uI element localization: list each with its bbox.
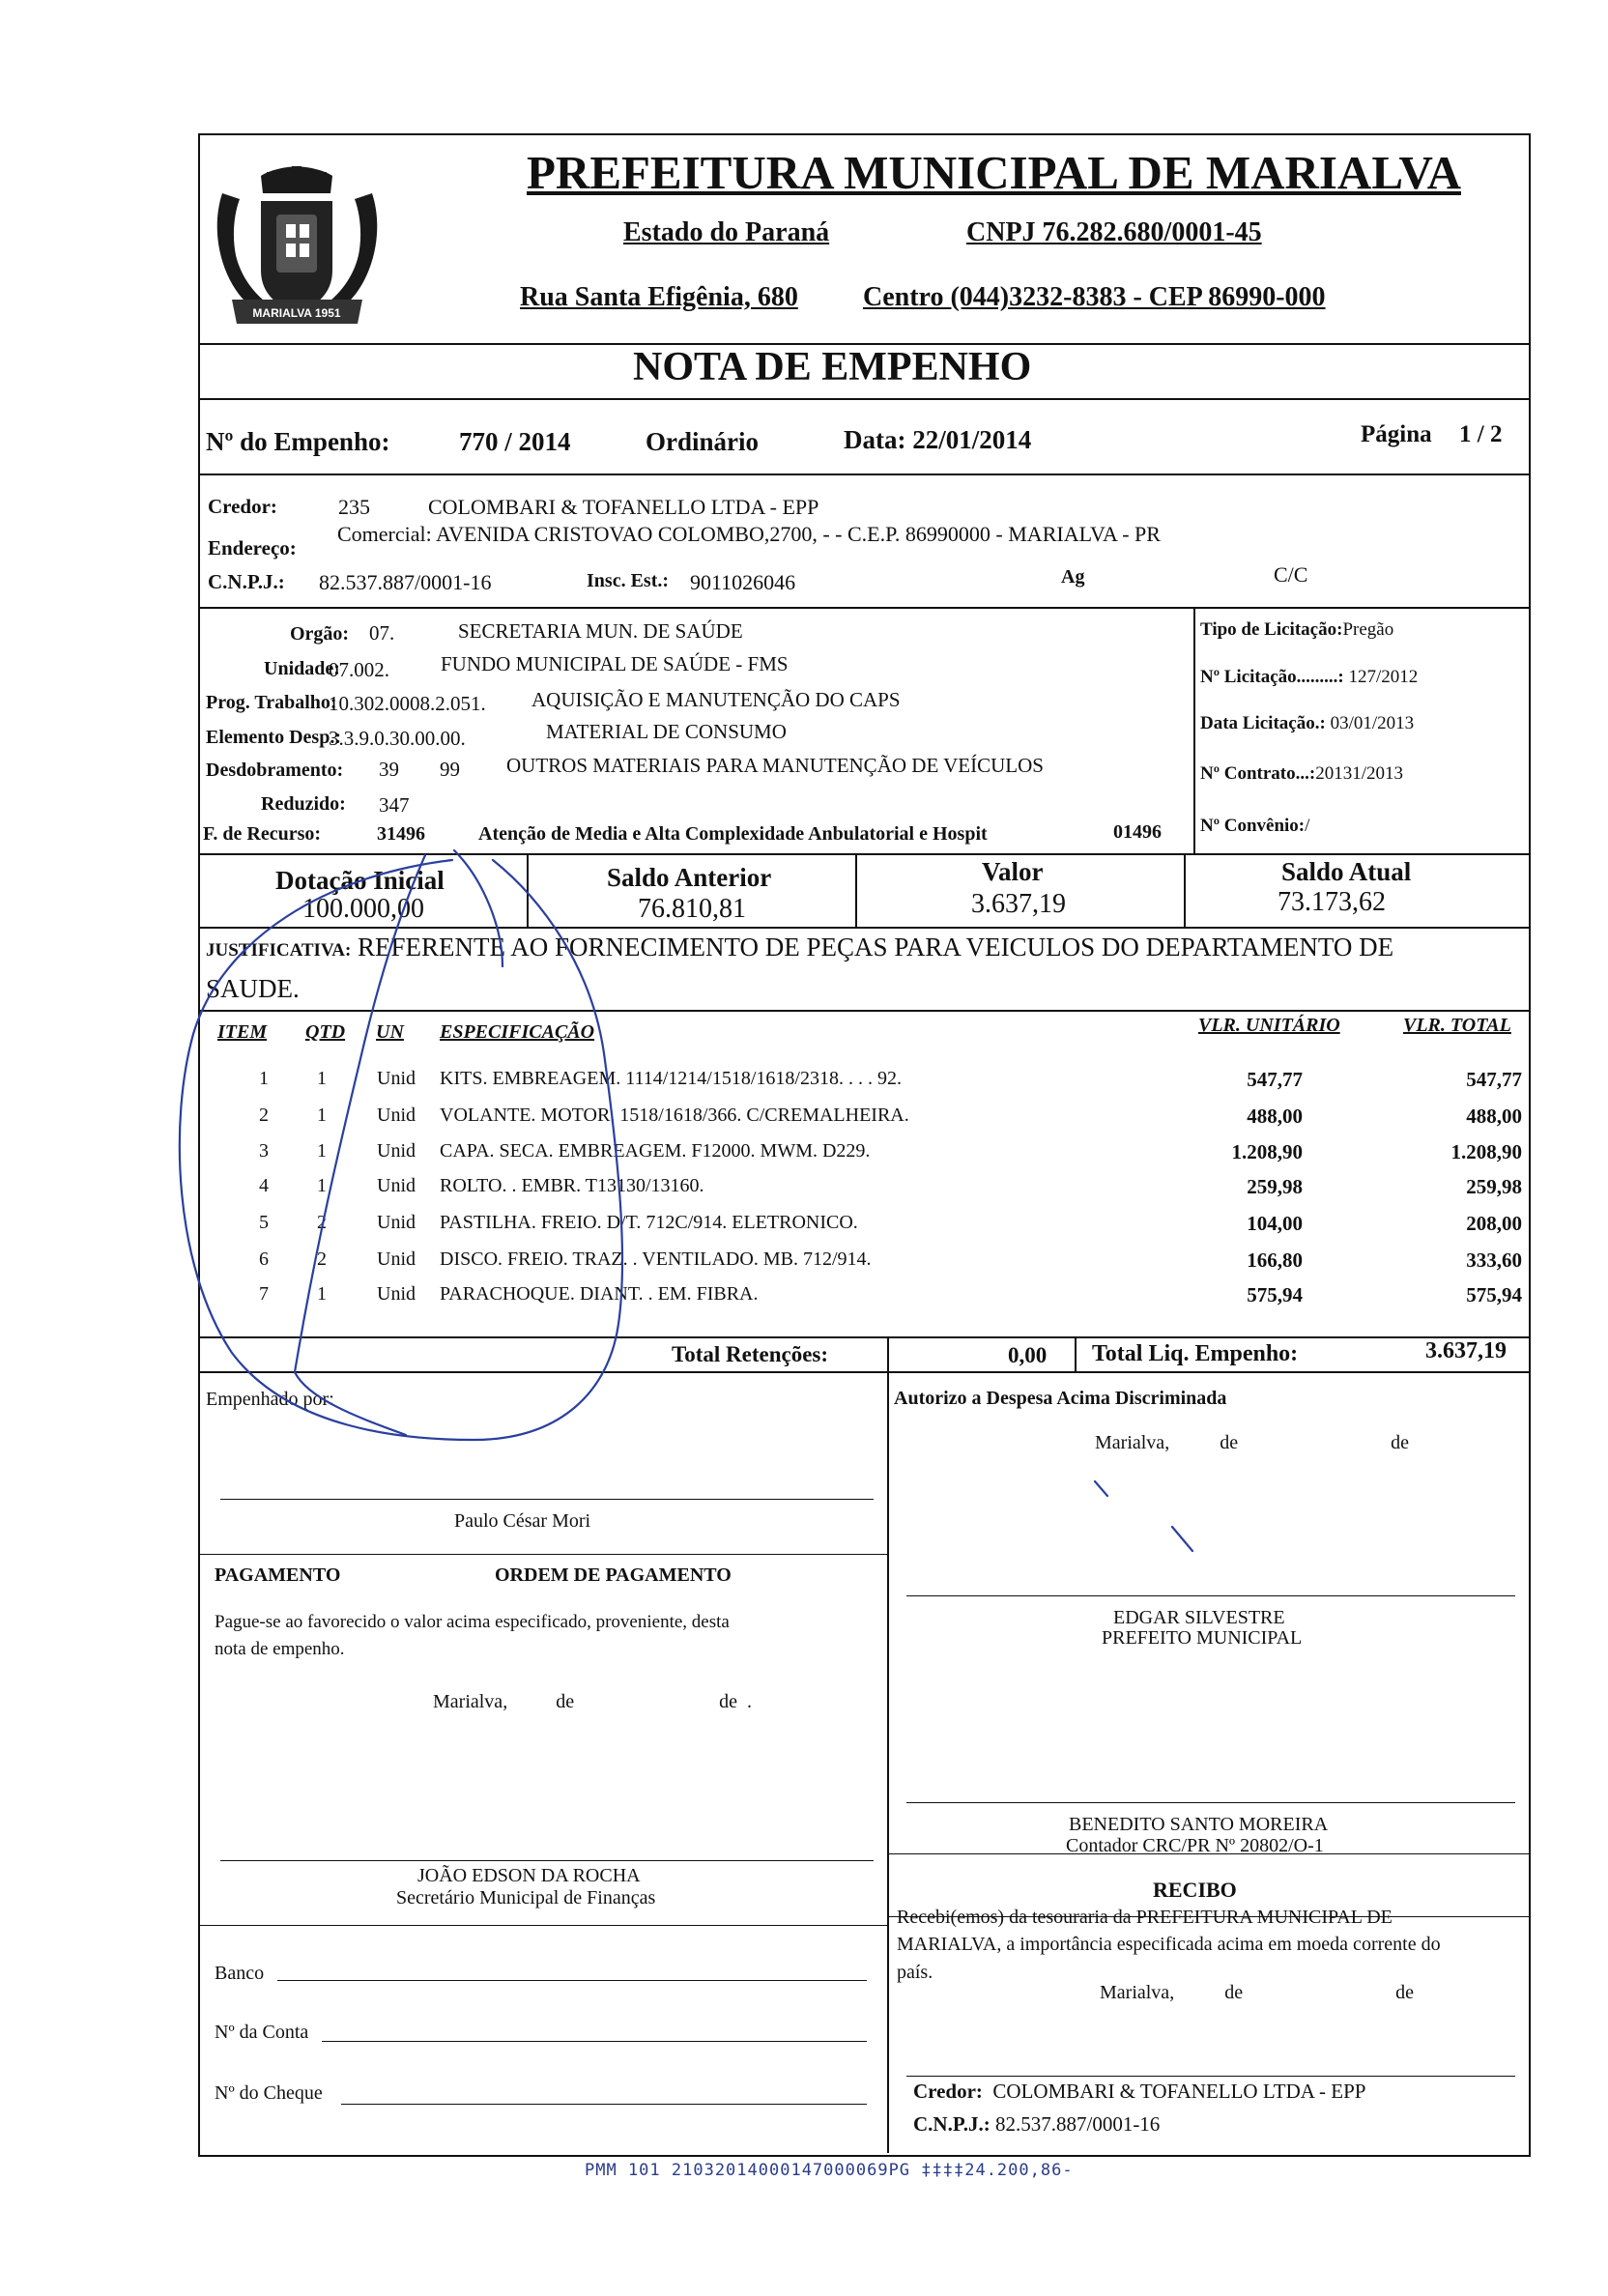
desdob-desc: OUTROS MATERIAIS PARA MANUTENÇÃO DE VEÍCULOS (506, 754, 1044, 777)
divider (198, 474, 1529, 475)
cell-unit: 1.208,90 (1231, 1140, 1303, 1163)
contrato-numero: Nº Contrato...:20131/2013 (1200, 763, 1403, 784)
cell-total: 259,98 (1466, 1175, 1522, 1198)
prefeito-role: PREFEITO MUNICIPAL (1102, 1627, 1303, 1649)
ag-label: Ag (1061, 566, 1085, 588)
recibo-title: RECIBO (1153, 1878, 1237, 1902)
cell-un: Unid (377, 1283, 416, 1305)
cell-qtd: 2 (317, 1248, 327, 1270)
cheque-label: Nº do Cheque (215, 2082, 323, 2104)
secretario-role: Secretário Municipal de Finanças (396, 1887, 656, 1909)
cell-item: 2 (259, 1105, 269, 1126)
justificativa: JUSTIFICATIVA: REFERENTE AO FORNECIMENTO DE PEÇAS PARA VEICULOS DO DEPARTAMENTO DE (206, 933, 1394, 961)
cheque-field[interactable] (341, 2104, 867, 2105)
empenhado-label: Empenhado por: (206, 1389, 334, 1410)
unidade-code: 07.002. (329, 658, 389, 681)
unidade-desc: FUNDO MUNICIPAL DE SAÚDE - FMS (441, 652, 789, 675)
cell-spec: ROLTO. . EMBR. T13130/13160. (440, 1175, 704, 1196)
recurso-sub: 01496 (1113, 821, 1162, 843)
col-un: UN (376, 1021, 404, 1043)
divider (198, 1371, 1529, 1373)
cell-unit: 488,00 (1247, 1105, 1303, 1128)
endereco-label: Endereço: (208, 536, 297, 560)
contador-role: Contador CRC/PR Nº 20802/O-1 (1066, 1835, 1324, 1856)
municipal-crest (203, 155, 391, 338)
divider (1193, 607, 1195, 853)
dotacao-value: 100.000,00 (302, 894, 424, 924)
pagamento-text: Pague-se ao favorecido o valor acima especificado, proveniente, desta (215, 1612, 730, 1632)
cell-un: Unid (377, 1105, 416, 1126)
valor-value: 3.637,19 (971, 889, 1066, 919)
recibo-text: Recebi(emos) da tesouraria da PREFEITURA MUNICIPAL DE (897, 1907, 1393, 1928)
page-number: 1 / 2 (1459, 421, 1503, 447)
saldo-atual-label: Saldo Atual (1281, 857, 1412, 886)
divider (198, 853, 1529, 855)
retencoes-value: 0,00 (1008, 1343, 1048, 1367)
banco-label: Banco (215, 1963, 265, 1984)
cell-un: Unid (377, 1212, 416, 1233)
unidade-label: Unidade: (264, 658, 340, 679)
cell-spec: KITS. EMBREAGEM. 1114/1214/1518/1618/2318. . . . 92. (440, 1068, 902, 1089)
svg-text:MARIALVA 1951: MARIALVA 1951 (252, 306, 341, 320)
licitacao-data: Data Licitação.: 03/01/2013 (1200, 713, 1415, 733)
page-title: PREFEITURA MUNICIPAL DE MARIALVA (527, 146, 1461, 199)
contador-name: BENEDITO SANTO MOREIRA (1069, 1814, 1329, 1835)
divider (855, 853, 857, 927)
recibo-text-3: país. (897, 1962, 933, 1983)
cell-spec: PARACHOQUE. DIANT. . EM. FIBRA. (440, 1283, 759, 1305)
cell-item: 3 (259, 1140, 269, 1162)
cell-spec: VOLANTE. MOTOR. 1518/1618/366. C/CREMALHEIRA. (440, 1105, 909, 1126)
col-qtd: QTD (305, 1021, 346, 1043)
divider (1075, 1336, 1077, 1371)
cell-total: 575,94 (1466, 1283, 1522, 1306)
desdob-sub: 99 (440, 758, 460, 781)
convenio-numero: Nº Convênio:/ (1200, 816, 1310, 836)
elemento-label: Elemento Desp.: (206, 727, 341, 748)
orgao-desc: SECRETARIA MUN. DE SAÚDE (458, 619, 743, 643)
col-total: VLR. TOTAL (1403, 1015, 1511, 1036)
recurso-desc: Atenção de Media e Alta Complexidade Anbulatorial e Hospit (478, 823, 988, 845)
contact-label: Centro (044)3232-8383 - CEP 86990-000 (863, 282, 1326, 312)
ordem-pagamento-label: ORDEM DE PAGAMENTO (495, 1564, 732, 1586)
col-spec: ESPECIFICAÇÃO (440, 1021, 595, 1043)
conta-field[interactable] (322, 2041, 867, 2042)
signature-line (906, 2076, 1515, 2077)
cell-item: 7 (259, 1283, 269, 1305)
divider (198, 1554, 887, 1555)
orgao-code: 07. (369, 621, 395, 645)
divider (887, 1853, 1529, 1854)
divider (198, 398, 1529, 400)
prog-code: 10.302.0008.2.051. (329, 692, 486, 715)
divider (198, 927, 1529, 929)
cell-spec: CAPA. SECA. EMBREAGEM. F12000. MWM. D229. (440, 1140, 871, 1162)
cell-total: 208,00 (1466, 1212, 1522, 1235)
autorizo-label: Autorizo a Despesa Acima Discriminada (894, 1388, 1227, 1409)
empenho-number-label: Nº do Empenho: (206, 427, 390, 456)
elemento-desc: MATERIAL DE CONSUMO (546, 720, 787, 743)
credor-insc: 9011026046 (690, 570, 796, 594)
divider (198, 1010, 1529, 1012)
dotacao-label: Dotação Inicial (275, 866, 445, 895)
secretario-name: JOÃO EDSON DA ROCHA (417, 1865, 641, 1886)
place-date-1: Marialva, de de (1095, 1432, 1409, 1453)
cell-qtd: 1 (317, 1140, 327, 1162)
cell-item: 4 (259, 1175, 269, 1196)
prog-desc: AQUISIÇÃO E MANUTENÇÃO DO CAPS (531, 688, 901, 711)
credor-cnpj: 82.537.887/0001-16 (319, 570, 492, 594)
cell-total: 547,77 (1466, 1068, 1522, 1091)
footer-code: PMM 101 21032014000147000069PG ‡‡‡‡24.200,86- (585, 2161, 1074, 2180)
document-title: NOTA DE EMPENHO (633, 345, 1032, 389)
insc-label: Insc. Est.: (587, 570, 670, 591)
cell-total: 1.208,90 (1450, 1140, 1522, 1163)
signature-line (906, 1595, 1515, 1596)
total-liq-label: Total Liq. Empenho: (1092, 1341, 1299, 1366)
place-date-3: Marialva, de de (1100, 1982, 1414, 2003)
cell-item: 6 (259, 1248, 269, 1270)
cell-unit: 575,94 (1247, 1283, 1303, 1306)
divider (887, 1371, 889, 2153)
credor-address: Comercial: AVENIDA CRISTOVAO COLOMBO,2700, - - C.E.P. 86990000 - MARIALVA - PR (337, 522, 1161, 546)
col-unit: VLR. UNITÁRIO (1198, 1015, 1340, 1036)
pagamento-text-cont: nota de empenho. (215, 1639, 345, 1659)
credor-label: Credor: (208, 495, 277, 518)
elemento-code: 3.3.9.0.30.00.00. (329, 727, 466, 750)
signature-line (906, 1802, 1515, 1803)
credor-code: 235 (338, 495, 370, 519)
cell-un: Unid (377, 1248, 416, 1270)
cell-un: Unid (377, 1068, 416, 1089)
col-item: ITEM (217, 1021, 268, 1043)
cnpj-field-label: C.N.P.J.: (208, 570, 285, 593)
cell-spec: PASTILHA. FREIO. D/T. 712C/914. ELETRONICO. (440, 1212, 858, 1233)
cell-spec: DISCO. FREIO. TRAZ. . VENTILADO. MB. 712/914. (440, 1248, 872, 1270)
desdob-label: Desdobramento: (206, 760, 344, 781)
recibo-text-2: MARIALVA, a importância especificada acima em moeda corrente do (897, 1934, 1441, 1955)
cell-qtd: 1 (317, 1283, 327, 1305)
recibo-cnpj: C.N.P.J.: 82.537.887/0001-16 (913, 2112, 1161, 2136)
banco-field[interactable] (277, 1980, 867, 1981)
licitacao-tipo-label: Tipo de Licitação:Pregão (1200, 619, 1394, 640)
credor-name: COLOMBARI & TOFANELLO LTDA - EPP (428, 495, 819, 519)
prog-label: Prog. Trabalho: (206, 692, 337, 713)
recurso-code: 31496 (377, 823, 425, 845)
saldo-atual-value: 73.173,62 (1278, 887, 1386, 917)
empenho-type: Ordinário (646, 427, 760, 456)
divider (1184, 853, 1186, 927)
total-liq-value: 3.637,19 (1425, 1338, 1507, 1363)
saldo-anterior-label: Saldo Anterior (607, 863, 772, 892)
cell-qtd: 1 (317, 1105, 327, 1126)
prefeito-name: EDGAR SILVESTRE (1113, 1607, 1285, 1628)
cell-total: 488,00 (1466, 1105, 1522, 1128)
cell-unit: 104,00 (1247, 1212, 1303, 1235)
retencoes-label: Total Retenções: (672, 1342, 829, 1366)
state-label: Estado do Paraná (623, 217, 830, 247)
empenho-number: 770 / 2014 (459, 427, 571, 456)
cell-item: 1 (259, 1068, 269, 1089)
divider (887, 1336, 889, 1371)
licitacao-numero: Nº Licitação.........: 127/2012 (1200, 667, 1419, 687)
cell-un: Unid (377, 1175, 416, 1196)
pagamento-label: PAGAMENTO (215, 1564, 341, 1586)
reduzido-label: Reduzido: (261, 793, 346, 815)
cell-total: 333,60 (1466, 1248, 1522, 1272)
page-label: Página (1361, 421, 1432, 447)
conta-label: Nº da Conta (215, 2022, 309, 2043)
signature-line (220, 1860, 874, 1861)
cell-item: 5 (259, 1212, 269, 1233)
cc-label: C/C (1274, 562, 1308, 587)
cell-qtd: 1 (317, 1175, 327, 1196)
divider (198, 1925, 887, 1926)
recibo-credor: Credor: COLOMBARI & TOFANELLO LTDA - EPP (913, 2080, 1366, 2103)
justificativa-cont: SAUDE. (206, 974, 300, 1003)
empenho-date: Data: 22/01/2014 (844, 425, 1032, 454)
cell-unit: 166,80 (1247, 1248, 1303, 1272)
desdob-code: 39 (379, 758, 399, 781)
empenhado-name: Paulo César Mori (454, 1510, 591, 1532)
divider (198, 1336, 1529, 1338)
valor-label: Valor (982, 857, 1044, 886)
cnpj-label: CNPJ 76.282.680/0001-45 (966, 217, 1262, 247)
recurso-label: F. de Recurso: (203, 823, 322, 845)
cell-qtd: 2 (317, 1212, 327, 1233)
address-label: Rua Santa Efigênia, 680 (520, 282, 798, 312)
cell-qtd: 1 (317, 1068, 327, 1089)
cell-unit: 259,98 (1247, 1175, 1303, 1198)
signature-line (220, 1499, 874, 1500)
cell-un: Unid (377, 1140, 416, 1162)
place-date-2: Marialva, de de . (433, 1691, 752, 1712)
divider (198, 607, 1529, 609)
cell-unit: 547,77 (1247, 1068, 1303, 1091)
divider (527, 853, 529, 927)
reduzido-code: 347 (379, 793, 410, 817)
orgao-label: Orgão: (290, 623, 350, 645)
saldo-anterior-value: 76.810,81 (638, 894, 746, 924)
